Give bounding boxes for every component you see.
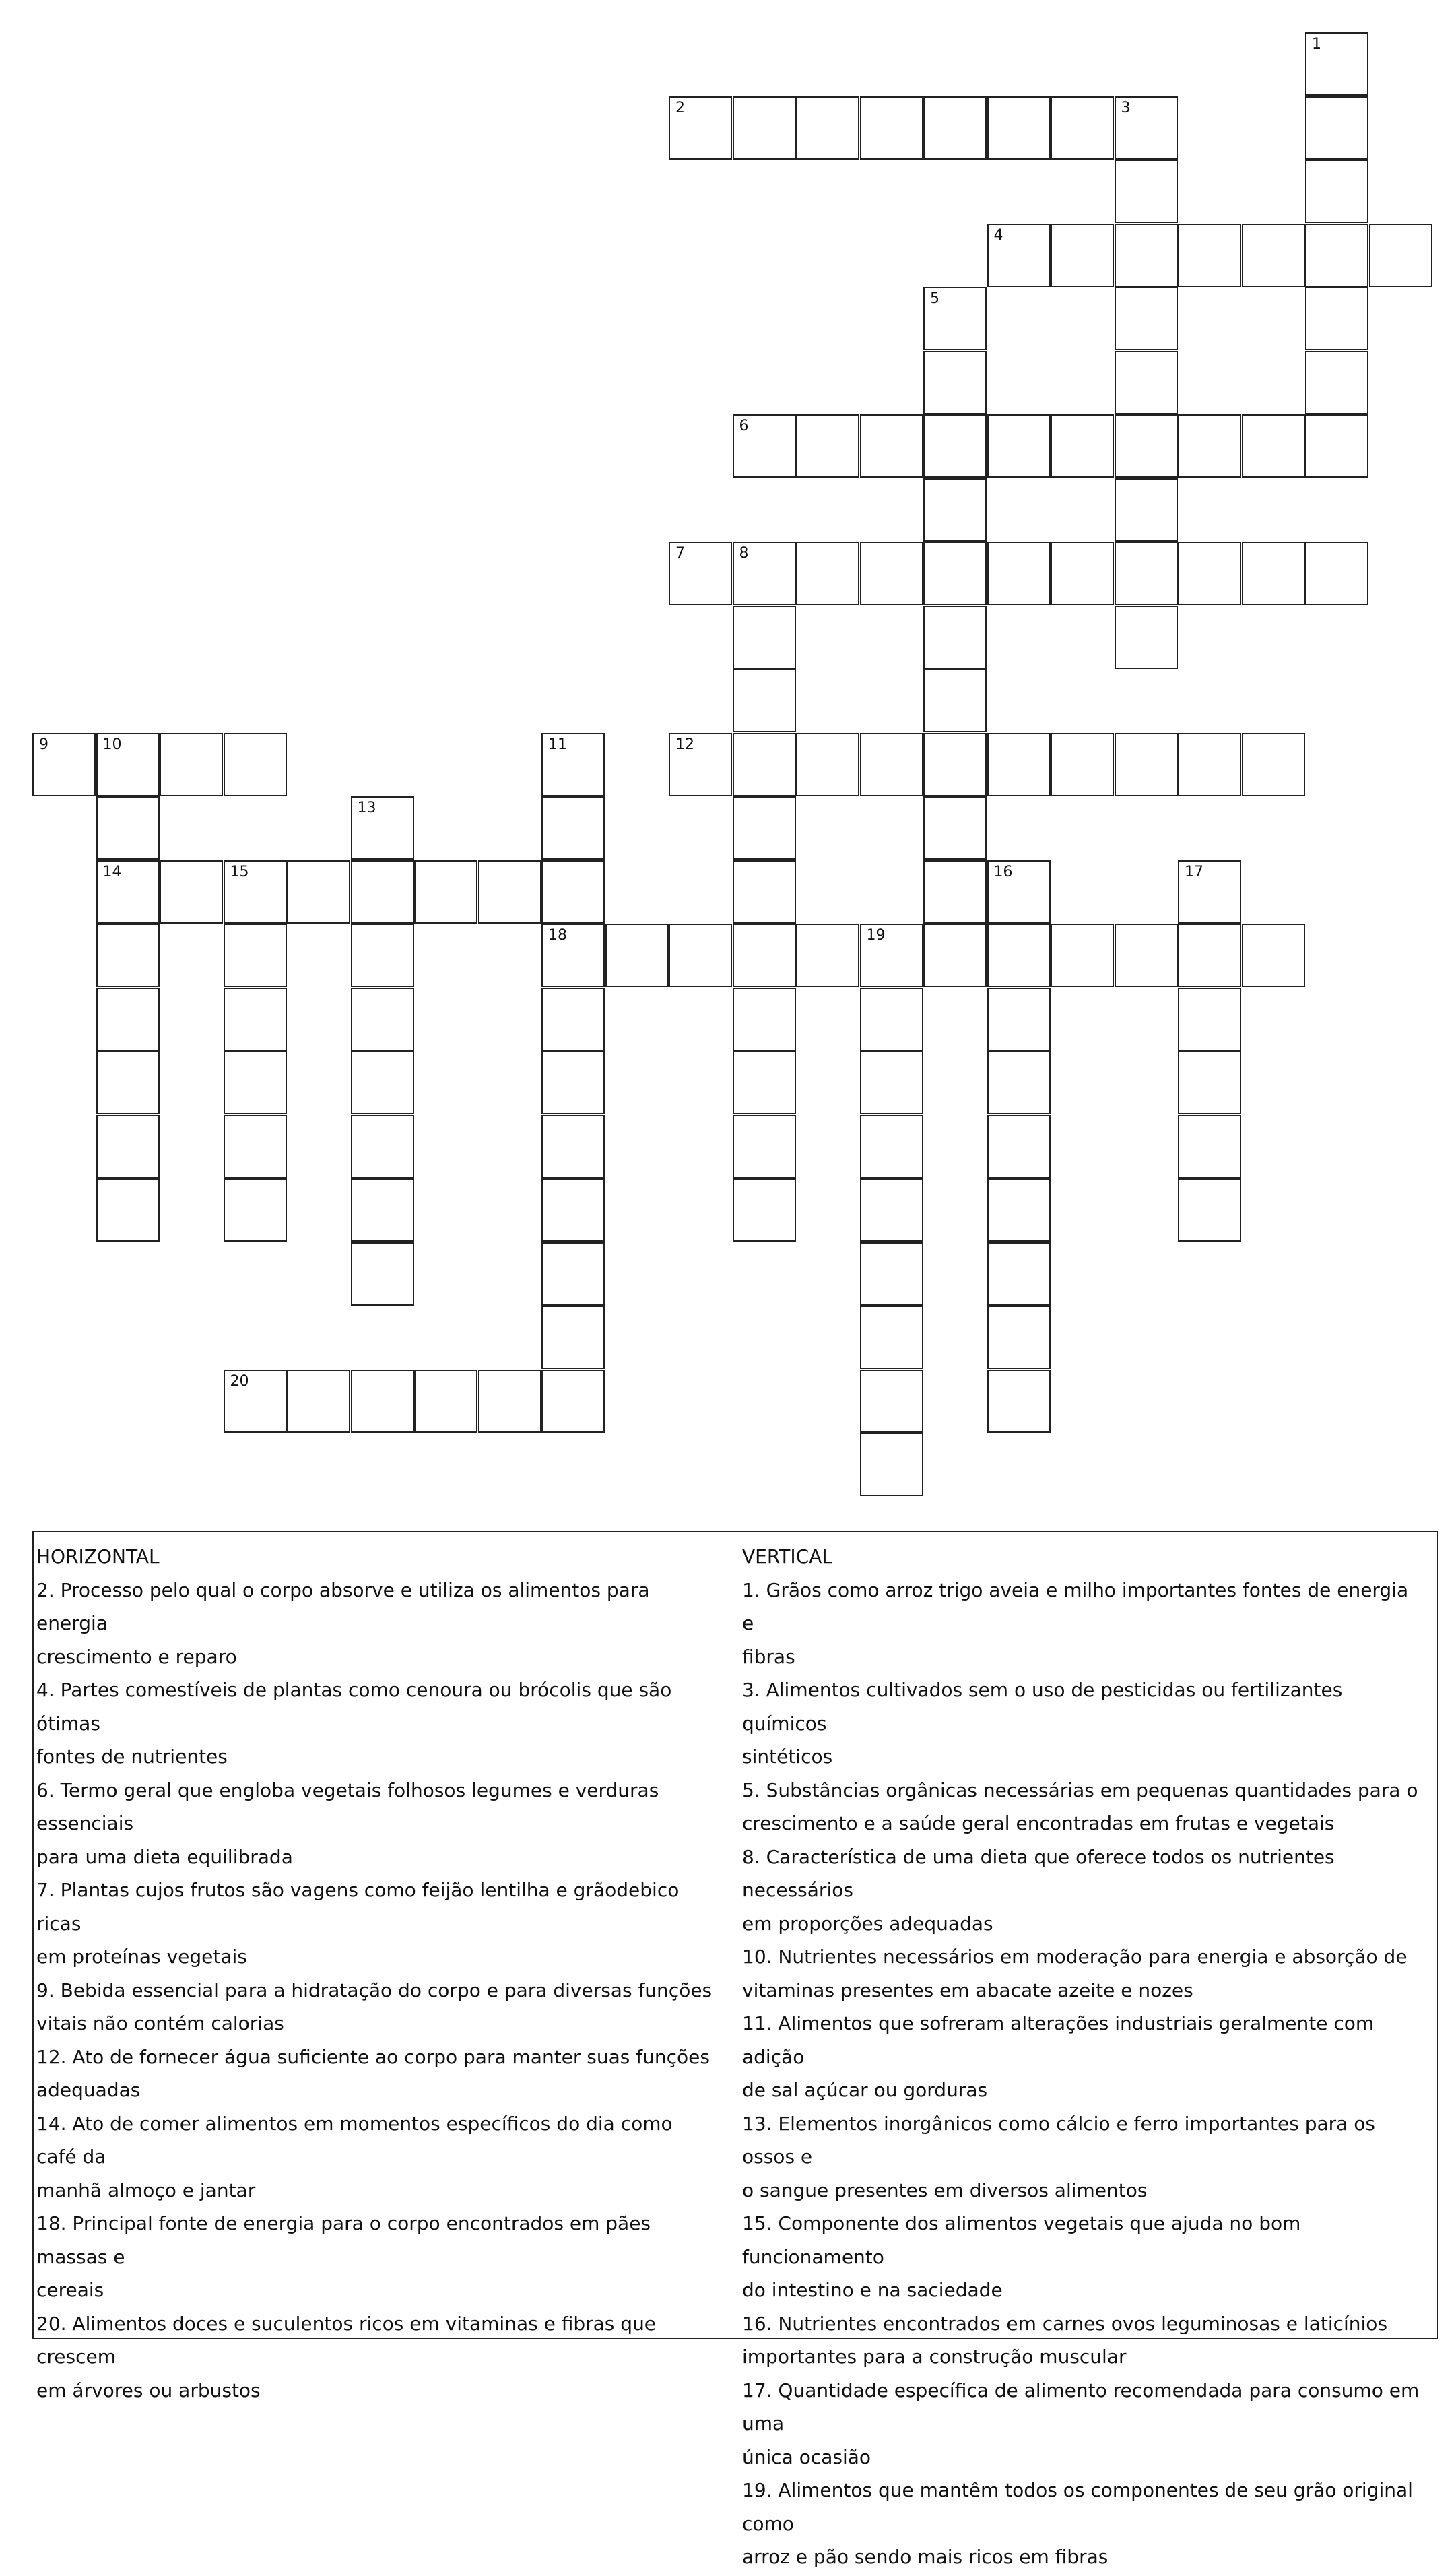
crossword-cell[interactable] (351, 796, 414, 860)
across-clue-line: 14. Ato de comer alimentos em momentos específicos do dia como café da (36, 2112, 673, 2168)
crossword-cell[interactable] (923, 96, 987, 160)
clue-number: 5 (930, 290, 939, 307)
crossword-cell[interactable] (1305, 542, 1368, 605)
across-clue-line: 6. Termo geral que engloba vegetais folhosos legumes e verduras essenciais (36, 1778, 659, 1834)
crossword-cell[interactable] (669, 733, 732, 796)
crossword-cell[interactable] (160, 860, 223, 924)
crossword-cell[interactable] (224, 860, 287, 924)
crossword-cell[interactable] (1115, 542, 1178, 605)
crossword-cell[interactable] (1051, 96, 1114, 160)
crossword-cell[interactable] (1305, 414, 1368, 478)
crossword-cell[interactable] (1178, 924, 1241, 987)
clue-number: 6 (739, 418, 749, 435)
crossword-cell[interactable] (860, 988, 923, 1051)
crossword-cell[interactable] (541, 860, 605, 924)
down-clue-line: em proporções adequadas (742, 1912, 993, 1935)
clue-number: 17 (1185, 863, 1203, 880)
crossword-cell[interactable] (351, 1370, 414, 1433)
down-clue-line: crescimento e a saúde geral encontradas em frutas e vegetais (742, 1812, 1335, 1834)
crossword-cell[interactable] (987, 1242, 1051, 1306)
crossword-cell[interactable] (414, 1370, 477, 1433)
crossword-cell[interactable] (796, 924, 859, 987)
crossword-cell[interactable] (1115, 478, 1178, 542)
crossword-cell[interactable] (923, 478, 987, 542)
crossword-cell[interactable] (478, 860, 541, 924)
crossword-cell[interactable] (987, 1115, 1051, 1178)
crossword-cell[interactable] (478, 1370, 541, 1433)
down-clue-line: 13. Elementos inorgânicos como cálcio e ferro importantes para os ossos e (742, 2112, 1375, 2168)
crossword-cell[interactable] (733, 988, 796, 1051)
crossword-cell[interactable] (733, 1051, 796, 1114)
crossword-cell[interactable] (733, 1115, 796, 1178)
clue-number: 19 (866, 927, 886, 944)
crossword-cell[interactable] (923, 924, 987, 987)
crossword-cell[interactable] (733, 733, 796, 796)
across-clue-line: adequadas (36, 2079, 141, 2101)
crossword-cell[interactable] (96, 1051, 160, 1114)
clue-number: 12 (675, 736, 694, 753)
down-clue-line: fibras (742, 1645, 795, 1668)
down-clue-line: única ocasião (742, 2445, 871, 2468)
across-clue-line: vitais não contém calorias (36, 2012, 284, 2034)
crossword-cell[interactable] (987, 414, 1051, 478)
crossword-cell[interactable] (1178, 733, 1241, 796)
crossword-cell[interactable] (1115, 160, 1178, 223)
crossword-cell[interactable] (987, 988, 1051, 1051)
crossword-cell[interactable] (96, 796, 160, 860)
across-clues-column (36, 1540, 717, 2407)
crossword-cell[interactable] (1305, 160, 1368, 223)
crossword-cell[interactable] (287, 860, 350, 924)
crossword-cell[interactable] (860, 1306, 923, 1369)
crossword-cell[interactable] (541, 1051, 605, 1114)
crossword-cell[interactable] (733, 606, 796, 669)
crossword-cell[interactable] (351, 1115, 414, 1178)
crossword-cell[interactable] (1369, 224, 1432, 287)
crossword-cell[interactable] (351, 1051, 414, 1114)
clue-number: 13 (357, 800, 376, 816)
crossword-cell[interactable] (1178, 1115, 1241, 1178)
crossword-cell[interactable] (669, 924, 732, 987)
crossword-cell[interactable] (541, 1306, 605, 1369)
crossword-cell[interactable] (923, 414, 987, 478)
crossword-cell[interactable] (987, 1051, 1051, 1114)
crossword-cell[interactable] (860, 1178, 923, 1242)
crossword-cell[interactable] (1051, 924, 1114, 987)
crossword-cell[interactable] (224, 924, 287, 987)
crossword-cell[interactable] (1115, 924, 1178, 987)
clue-number: 1 (1312, 36, 1321, 53)
crossword-cell[interactable] (860, 414, 923, 478)
crossword-cell[interactable] (987, 542, 1051, 605)
crossword-cell[interactable] (1115, 287, 1178, 350)
crossword-cell[interactable] (860, 924, 923, 987)
crossword-cell[interactable] (923, 860, 987, 924)
crossword-cell[interactable] (541, 796, 605, 860)
crossword-cell[interactable] (987, 1306, 1051, 1369)
crossword-cell[interactable] (96, 988, 160, 1051)
down-clue-line: 11. Alimentos que sofreram alterações industriais geralmente com adição (742, 2012, 1375, 2068)
across-clue-line: manhã almoço e jantar (36, 2179, 256, 2201)
crossword-cell[interactable] (541, 1115, 605, 1178)
crossword-cell[interactable] (1051, 542, 1114, 605)
crossword-cell[interactable] (860, 1433, 923, 1496)
crossword-cell[interactable] (669, 542, 732, 605)
crossword-cell[interactable] (733, 542, 796, 605)
crossword-cell[interactable] (224, 733, 287, 796)
crossword-cell[interactable] (733, 669, 796, 732)
crossword-cell[interactable] (923, 542, 987, 605)
crossword-cell[interactable] (1051, 224, 1114, 287)
down-clue-line: o sangue presentes em diversos alimentos (742, 2179, 1148, 2201)
crossword-cell[interactable] (796, 542, 859, 605)
down-clue-line: de sal açúcar ou gorduras (742, 2079, 988, 2101)
crossword-cell[interactable] (1242, 924, 1305, 987)
down-clue-line: 3. Alimentos cultivados sem o uso de pesticidas ou fertilizantes químicos (742, 1679, 1343, 1735)
crossword-cell[interactable] (351, 924, 414, 987)
clue-number: 8 (739, 545, 749, 562)
crossword-cell[interactable] (923, 287, 987, 350)
across-clue-line: em árvores ou arbustos (36, 2379, 261, 2402)
down-clue-line: 17. Quantidade específica de alimento recomendada para consumo em uma (742, 2379, 1420, 2435)
crossword-cell[interactable] (541, 1242, 605, 1306)
across-clue-line: para uma dieta equilibrada (36, 1845, 293, 1868)
crossword-cell[interactable] (1115, 224, 1178, 287)
crossword-cell[interactable] (860, 1115, 923, 1178)
across-clue-line: crescimento e reparo (36, 1645, 237, 1668)
crossword-cell[interactable] (351, 988, 414, 1051)
crossword-cell[interactable] (160, 733, 223, 796)
down-clue-line: 16. Nutrientes encontrados em carnes ovos leguminosas e laticínios (742, 2312, 1388, 2335)
across-clue-line: 2. Processo pelo qual o corpo absorve e utiliza os alimentos para energia (36, 1578, 650, 1634)
across-heading: HORIZONTAL (36, 1545, 160, 1568)
crossword-cell[interactable] (32, 733, 96, 796)
crossword-cell[interactable] (96, 1115, 160, 1178)
down-clue-line: 8. Característica de uma dieta que oferece todos os nutrientes necessários (742, 1845, 1335, 1901)
down-clue-line: 10. Nutrientes necessários em moderação para energia e absorção de (742, 1945, 1408, 1968)
clue-number: 9 (39, 736, 48, 753)
down-clue-line: sintéticos (742, 1745, 833, 1768)
down-clue-line: 1. Grãos como arroz trigo aveia e milho importantes fontes de energia e (742, 1578, 1409, 1634)
crossword-cell[interactable] (733, 924, 796, 987)
down-clue-line: importantes para a construção muscular (742, 2346, 1127, 2368)
down-clue-line: 5. Substâncias orgânicas necessárias em pequenas quantidades para o (742, 1778, 1418, 1801)
crossword-cell[interactable] (860, 733, 923, 796)
crossword-cell[interactable] (1305, 224, 1368, 287)
crossword-cell[interactable] (96, 733, 160, 796)
crossword-cell[interactable] (1178, 414, 1241, 478)
crossword-cell[interactable] (1115, 351, 1178, 414)
crossword-cell[interactable] (224, 988, 287, 1051)
crossword-cell[interactable] (987, 1178, 1051, 1242)
across-clue-line: 9. Bebida essencial para a hidratação do corpo e para diversas funções (36, 1978, 713, 2001)
crossword-cell[interactable] (1305, 351, 1368, 414)
crossword-cell[interactable] (541, 733, 605, 796)
crossword-cell[interactable] (860, 1051, 923, 1114)
down-clue-line: arroz e pão sendo mais ricos em fibras (742, 2546, 1108, 2568)
across-clue-line: 4. Partes comestíveis de plantas como cenoura ou brócolis que são ótimas (36, 1679, 672, 1735)
crossword-cell[interactable] (1242, 224, 1305, 287)
down-clue-line: do intestino e na saciedade (742, 2279, 1003, 2301)
crossword-cell[interactable] (733, 96, 796, 160)
crossword-cell[interactable] (351, 1178, 414, 1242)
crossword-cell[interactable] (1115, 414, 1178, 478)
clue-number: 14 (102, 863, 122, 880)
crossword-cell[interactable] (923, 669, 987, 732)
crossword-cell[interactable] (796, 96, 859, 160)
crossword-cell[interactable] (923, 796, 987, 860)
crossword-cell[interactable] (796, 733, 859, 796)
crossword-cell[interactable] (541, 1178, 605, 1242)
crossword-cell[interactable] (987, 860, 1051, 924)
crossword-cell[interactable] (1242, 414, 1305, 478)
down-clue-line: 19. Alimentos que mantêm todos os componentes de seu grão original como (742, 2479, 1413, 2535)
down-heading: VERTICAL (742, 1545, 832, 1568)
crossword-cell[interactable] (860, 1242, 923, 1306)
crossword-cell[interactable] (733, 860, 796, 924)
crossword-cell[interactable] (1305, 96, 1368, 160)
across-clue-line: fontes de nutrientes (36, 1745, 228, 1768)
crossword-cell[interactable] (1178, 1178, 1241, 1242)
clue-number: 10 (102, 736, 122, 753)
crossword-cell[interactable] (224, 1370, 287, 1433)
crossword-cell[interactable] (987, 1370, 1051, 1433)
crossword-cell[interactable] (287, 1370, 350, 1433)
clue-number: 15 (230, 863, 249, 880)
across-clue-line: em proteínas vegetais (36, 1945, 247, 1968)
crossword-cell[interactable] (1178, 224, 1241, 287)
crossword-cell[interactable] (96, 924, 160, 987)
clue-number: 20 (230, 1372, 249, 1390)
crossword-cell[interactable] (796, 414, 859, 478)
crossword-cell[interactable] (541, 1370, 605, 1433)
down-clues-column (742, 1540, 1422, 2574)
crossword-cell[interactable] (860, 1370, 923, 1433)
crossword-cell[interactable] (1115, 733, 1178, 796)
crossword-cell[interactable] (1305, 32, 1368, 96)
across-clue-line: 20. Alimentos doces e suculentos ricos em vitaminas e fibras que crescem (36, 2312, 657, 2368)
crossword-cell[interactable] (1178, 542, 1241, 605)
crossword-cell[interactable] (733, 1178, 796, 1242)
clue-number: 18 (548, 927, 567, 944)
crossword-cell[interactable] (987, 924, 1051, 987)
crossword-cell[interactable] (541, 924, 605, 987)
crossword-cell[interactable] (1178, 860, 1241, 924)
crossword-cell[interactable] (96, 1178, 160, 1242)
crossword-cell[interactable] (1051, 733, 1114, 796)
down-clue-line: vitaminas presentes em abacate azeite e nozes (742, 1978, 1193, 2001)
crossword-cell[interactable] (860, 96, 923, 160)
crossword-cell[interactable] (1115, 606, 1178, 669)
crossword-cell[interactable] (923, 351, 987, 414)
crossword-cell[interactable] (669, 96, 732, 160)
across-clue-line: 7. Plantas cujos frutos são vagens como feijão lentilha e grãodebico ricas (36, 1879, 680, 1935)
crossword-cell[interactable] (733, 796, 796, 860)
crossword-cell[interactable] (1178, 1051, 1241, 1114)
across-clue-line: cereais (36, 2279, 104, 2301)
crossword-cell[interactable] (1115, 96, 1178, 160)
crossword-cell[interactable] (351, 1242, 414, 1306)
crossword-cell[interactable] (351, 860, 414, 924)
crossword-cell[interactable] (923, 733, 987, 796)
crossword-cell[interactable] (987, 733, 1051, 796)
crossword-cell[interactable] (1178, 988, 1241, 1051)
down-clue-line: 15. Componente dos alimentos vegetais que ajuda no bom funcionamento (742, 2212, 1301, 2268)
across-clue-line: 12. Ato de fornecer água suficiente ao corpo para manter suas funções (36, 2045, 710, 2068)
crossword-cell[interactable] (224, 1051, 287, 1114)
clue-number: 3 (1121, 99, 1131, 117)
crossword-cell[interactable] (224, 1178, 287, 1242)
crossword-cell[interactable] (987, 224, 1051, 287)
clue-number: 16 (993, 863, 1013, 880)
crossword-cell[interactable] (1051, 414, 1114, 478)
clues-panel (32, 1531, 1438, 2568)
clue-number: 2 (675, 99, 685, 117)
crossword-cell[interactable] (605, 924, 669, 987)
crossword-cell[interactable] (923, 606, 987, 669)
clue-number: 7 (675, 545, 685, 562)
crossword-cell[interactable] (860, 542, 923, 605)
crossword-cell[interactable] (1305, 287, 1368, 350)
crossword-cell[interactable] (1242, 733, 1305, 796)
crossword-cell[interactable] (96, 860, 160, 924)
clue-number: 4 (993, 226, 1003, 244)
crossword-cell[interactable] (987, 96, 1051, 160)
crossword-cell[interactable] (224, 1115, 287, 1178)
across-clue-line: 18. Principal fonte de energia para o corpo encontrados em pães massas e (36, 2212, 651, 2268)
crossword-cell[interactable] (414, 860, 477, 924)
clue-number: 11 (548, 736, 567, 753)
crossword-cell[interactable] (1242, 542, 1305, 605)
crossword-cell[interactable] (733, 414, 796, 478)
crossword-cell[interactable] (541, 988, 605, 1051)
